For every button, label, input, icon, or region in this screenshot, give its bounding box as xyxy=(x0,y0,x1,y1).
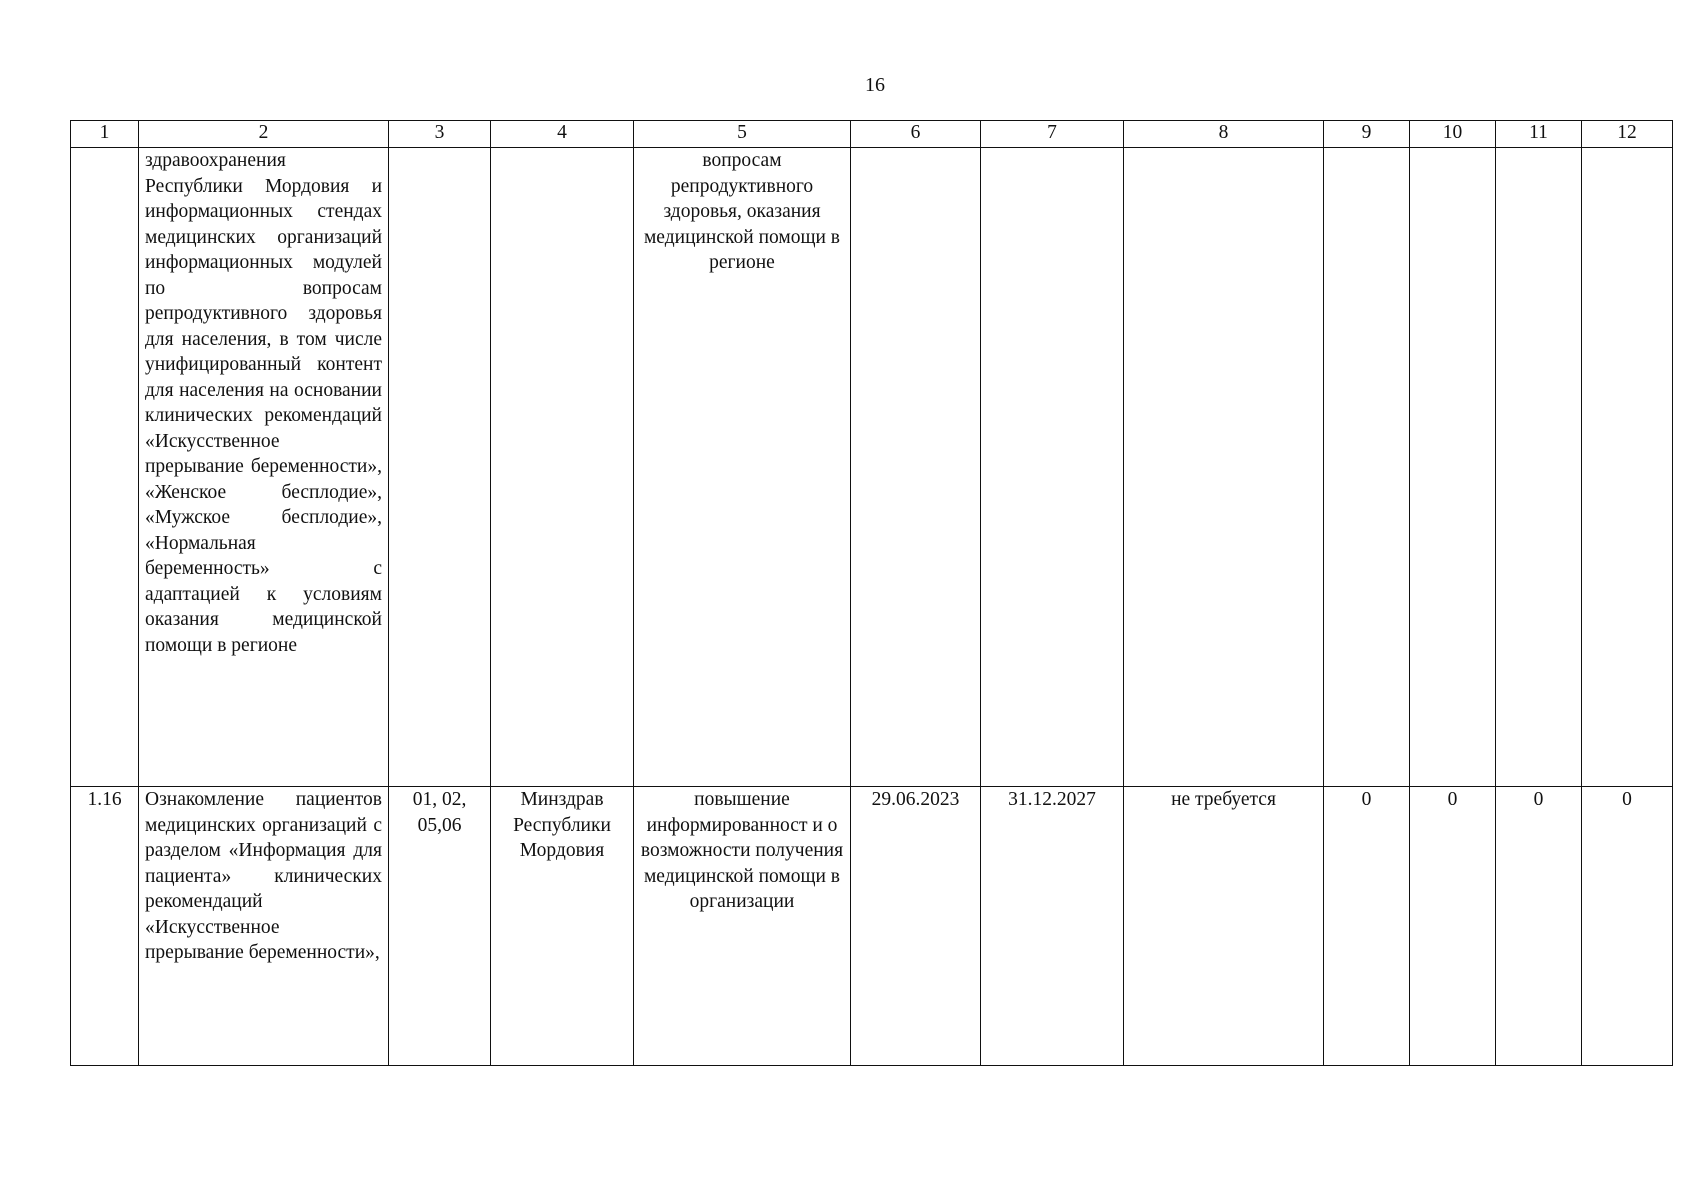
column-number-row xyxy=(71,121,1673,148)
column-header: 12 xyxy=(1582,121,1673,148)
value-cell xyxy=(1582,148,1673,787)
codes-cell xyxy=(389,148,491,787)
column-header: 1 xyxy=(71,121,139,148)
value-cell xyxy=(1496,148,1582,787)
column-header: 9 xyxy=(1324,121,1410,148)
value-cell: 0 xyxy=(1582,787,1673,1066)
table-row xyxy=(71,787,1673,1066)
end-date-cell: 31.12.2027 xyxy=(981,787,1124,1066)
column-header: 11 xyxy=(1496,121,1582,148)
value-cell: 0 xyxy=(1324,787,1410,1066)
activity-description-cell: здравоохранения Республики Мордовия и информационных стендах медицинских организаций информационных модулей по вопросам репродуктивного здоровья для населения, в том числе унифицированный контент для населения на основании клинических рекомендаций «Искусственное прерывание беременности», «Женское бесплодие», «Мужское бесплодие», «Нормальная беременность» с адаптацией к условиям оказания медицинской помощи в регионе xyxy=(139,148,389,787)
column-header: 8 xyxy=(1124,121,1324,148)
responsible-cell xyxy=(491,148,634,787)
value-cell: 0 xyxy=(1496,787,1582,1066)
item-number-cell xyxy=(71,148,139,787)
column-header: 2 xyxy=(139,121,389,148)
value-cell: 0 xyxy=(1410,787,1496,1066)
codes-cell: 01, 02, 05,06 xyxy=(389,787,491,1066)
funding-cell xyxy=(1124,148,1324,787)
column-header: 4 xyxy=(491,121,634,148)
table-row xyxy=(71,148,1673,787)
start-date-cell: 29.06.2023 xyxy=(851,787,981,1066)
funding-cell: не требуется xyxy=(1124,787,1324,1066)
column-header: 10 xyxy=(1410,121,1496,148)
column-header: 7 xyxy=(981,121,1124,148)
column-header: 3 xyxy=(389,121,491,148)
activities-table xyxy=(70,120,1673,1066)
responsible-cell: Минздрав Республики Мордовия xyxy=(491,787,634,1066)
page-number: 16 xyxy=(865,74,885,96)
value-cell xyxy=(1410,148,1496,787)
column-header: 6 xyxy=(851,121,981,148)
result-cell: вопросам репродуктивного здоровья, оказания медицинской помощи в регионе xyxy=(634,148,851,787)
start-date-cell xyxy=(851,148,981,787)
activity-description-cell: Ознакомление пациентов медицинских организаций с разделом «Информация для пациента» клинических рекомендаций «Искусственное прерывание беременности», xyxy=(139,787,389,1066)
end-date-cell xyxy=(981,148,1124,787)
item-number-cell: 1.16 xyxy=(71,787,139,1066)
column-header: 5 xyxy=(634,121,851,148)
result-cell: повышение информированност и о возможности получения медицинской помощи в организации xyxy=(634,787,851,1066)
value-cell xyxy=(1324,148,1410,787)
